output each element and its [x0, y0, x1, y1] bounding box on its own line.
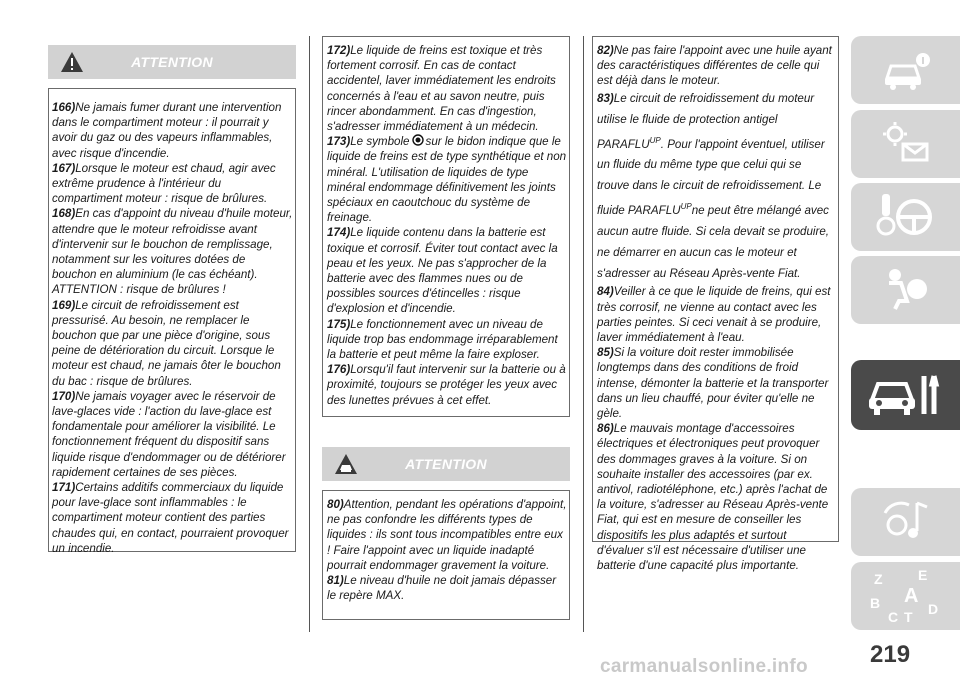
car-info-icon: [881, 48, 931, 92]
warning-box-3: [322, 490, 570, 620]
attention-title-1: ATTENTION: [131, 54, 213, 70]
warning-box-4: [592, 36, 839, 572]
car-fluid-warning-icon: [334, 452, 358, 476]
sidebar-tab-warning-lights[interactable]: [851, 110, 960, 178]
column-divider: [309, 36, 310, 632]
page-number: 219: [870, 641, 911, 668]
note-item: 169)Le circuit de refroidissement est pressurisé. Au besoin, ne remplacer le bouchon que par une pièce d'origine, sous peine de détérioration du circuit. Lorsque le moteur est chaud, ne jamais ôter le bouchon du bac : risque de brûlures.: [52, 298, 281, 388]
note-item: 170)Ne jamais voyager avec le réservoir de lave-glaces vide : l'action du lave-glace est fondamentale pour améliorer la visibilité. Le fonctionnement fréquent du dispositif sans liquide risque d'endommager ou de détériorer rapidement certaines de ses pièces.: [52, 389, 286, 479]
key-steering-icon: [876, 190, 936, 244]
column-divider: [583, 36, 584, 632]
svg-text:T: T: [903, 609, 913, 625]
attention-header-1: [48, 45, 296, 79]
note-item: 175)Le fonctionnement avec un niveau de liquide trop bas endommage irréparablement la batterie et peut même la faire exploser.: [327, 317, 558, 362]
sidebar-tab-index[interactable]: [851, 562, 960, 630]
note-83: 83)Le circuit de refroidissement du moteur utilise le fluide de protection antigel $PARAFLU^{UP}$. Pour l'appoint éventuel, utiliser un fluide du même type que celui qui se trouve dans le circuit de refroidissement. Le fluide $PARAFLU^{UP}ne$ peut être mélangé avec aucun autre fluide. Si cela devait se produire, ne démarrer en aucun cas le moteur et s'adresser au Réseau Après-vente Fiat.: [597, 91, 830, 281]
note-item: 176)Lorsqu'il faut intervenir sur la batterie ou à proximité, toujours se protéger les yeux avec des lunettes prévues à cet effet.: [327, 363, 566, 407]
car-tools-icon: [866, 370, 946, 420]
sidebar-tab-airbag[interactable]: [851, 256, 960, 324]
note-item: 173)Le symbole sur le bidon indique que le liquide de freins est de type synthétique et non minéral. L'utilisation de liquides de type minéral endommage définitivement les joints spéciaux en caoutchouc du système de freinage.: [327, 135, 567, 225]
note-82: 82)Ne pas faire l'appoint avec une huile ayant des caractéristiques différentes de celle qui est déjà dans le moteur.: [597, 44, 832, 88]
svg-text:C: C: [887, 609, 898, 625]
note-item: 85)Si la voiture doit rester immobilisée longtemps dans des conditions de froid intense, démonter la batterie et la transporter dans un lieu chauffé, pour éviter qu'elle ne gèle.: [597, 346, 829, 420]
warning-triangle-icon: [60, 50, 84, 74]
note-item: 172)Le liquide de freins est toxique et très fortement corrosif. En cas de contact accidentel, laver immédiatement les endroits concernés à l'eau et au savon neutre, puis rincer abondamment. En cas d'ingestion, s'adresser immédiatement à un médecin.: [327, 44, 556, 134]
multimedia-icon: [879, 495, 933, 549]
note-item: 168)En cas d'appoint du niveau d'huile moteur, attendre que le moteur refroidisse avant d'intervenir sur le bouchon de remplissage, notamment sur les voitures dotées de bouchon en aluminium (le cas échéant). ATTENTION : risque de brûlures !: [52, 207, 293, 297]
svg-text:D: D: [927, 601, 938, 617]
svg-text:Z: Z: [873, 571, 883, 587]
attention-title-2: ATTENTION: [405, 456, 487, 472]
brake-fluid-symbol-icon: [412, 134, 424, 146]
warning-box-1: [48, 88, 296, 555]
note-item: 81)Le niveau d'huile ne doit jamais dépasser le repère MAX.: [327, 574, 557, 603]
note-item: 86)Le mauvais montage d'accessoires électriques et électroniques peut provoquer des dommages graves à la voiture. Si on souhaite installer des accessoires (par ex. antivol, radiotéléphone, etc.) après l'achat de la voiture, s'adresser au Réseau Après-vente Fiat, qui est en mesure de conseiller les dispositifs les plus adaptés et surtout d'évaluer s'il est nécessaire d'utiliser une batterie d'une capacité plus importante.: [597, 422, 829, 572]
note-item: 171)Certains additifs commerciaux du liquide pour lave-glace sont inflammables : le compartiment moteur contient des parties chaudes qui, en contact, pourraient provoquer un incendie.: [52, 481, 289, 555]
sidebar-tab-multimedia[interactable]: [851, 488, 960, 556]
note-item: 174)Le liquide contenu dans la batterie est toxique et corrosif. Éviter tout contact avec la peau et les yeux. Ne pas s'approcher de la batterie avec des flammes nues ou de possibles sources d'étincelles : risque d'explosion et d'incendie.: [327, 226, 558, 316]
sidebar-tab-car-info[interactable]: [851, 36, 960, 104]
index-letters-icon: [866, 566, 946, 626]
sidebar-tab-maintenance[interactable]: [851, 360, 960, 430]
svg-text:E: E: [917, 567, 927, 583]
note-item: 84)Veiller à ce que le liquide de freins, qui est très corrosif, ne vienne au contact avec les parties peintes. Si ceci venait à se produire, laver immédiatement à l'eau.: [597, 285, 831, 344]
warning-box-2: [322, 36, 570, 417]
svg-text:A: A: [903, 585, 918, 607]
note-item: 80)Attention, pendant les opérations d'appoint, ne pas confondre les différents types de liquides : ils sont tous incompatibles entre eux ! Faire l'appoint avec un liquide inadapté pourrait endommager gravement la voiture.: [327, 498, 567, 572]
attention-header-2: [322, 447, 570, 481]
note-item: 167)Lorsque le moteur est chaud, agir avec extrême prudence à l'intérieur du compartiment moteur : risque de brûlures.: [52, 161, 276, 206]
airbag-icon: [881, 265, 931, 315]
warning-lights-icon: [881, 120, 931, 168]
watermark-text: carmanualsonline.info: [600, 656, 808, 677]
sidebar-tab-key-steering[interactable]: [851, 183, 960, 251]
note-item: 166)Ne jamais fumer durant une intervention dans le compartiment moteur : il pourrait y avoir du gaz ou des vapeurs inflammables, avec risque d'incendie.: [52, 101, 282, 160]
svg-text:B: B: [869, 595, 880, 611]
